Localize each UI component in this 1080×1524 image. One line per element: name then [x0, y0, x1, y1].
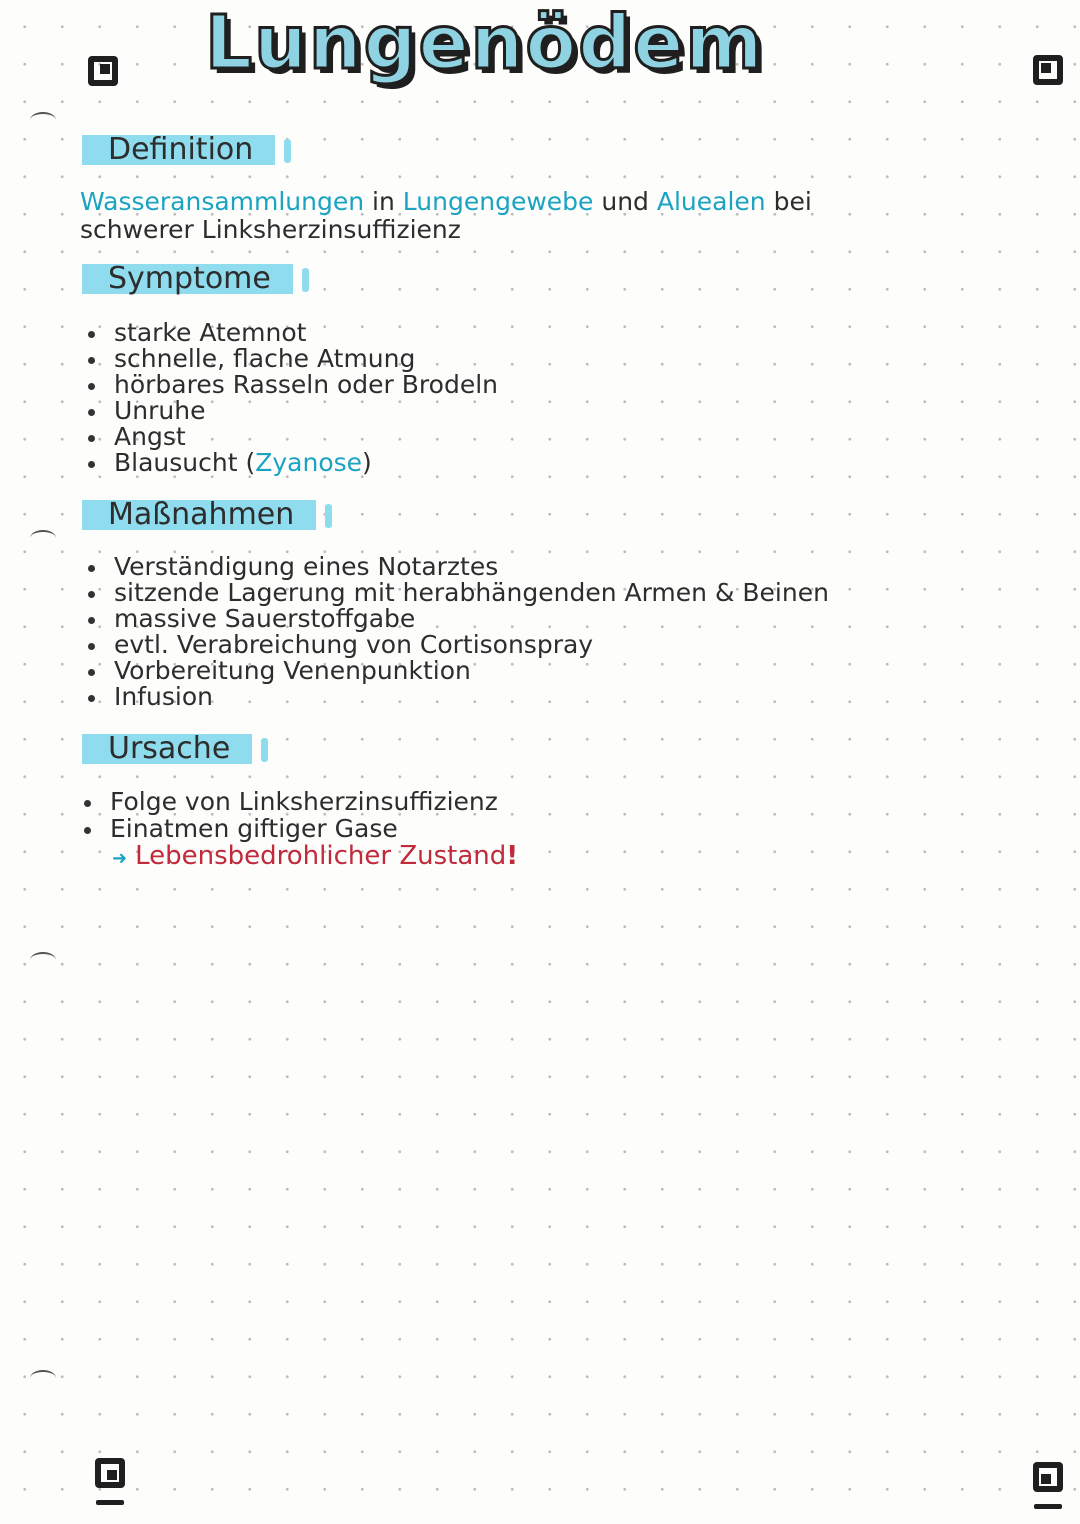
symptoms-list [84, 320, 498, 476]
definition-term-water: Wasseransammlungen [80, 187, 365, 216]
definition-connector-bei: bei [765, 187, 812, 216]
corner-bar-bottom-right-icon [1034, 1504, 1062, 1509]
list-item: sitzende Lagerung mit herabhängenden Armen & Beinen [84, 580, 829, 606]
list-item: hörbares Rasseln oder Brodeln [84, 372, 498, 398]
punch-hole-icon [30, 112, 56, 128]
symptom-cyanosis-label: Blausucht [114, 448, 246, 477]
corner-mark-bottom-right-icon [1033, 1462, 1063, 1492]
definition-connector-and: und [593, 187, 657, 216]
causes-list [80, 788, 498, 842]
list-item: Infusion [84, 684, 829, 710]
corner-mark-bottom-left-icon [95, 1458, 125, 1488]
arrow-right-icon: ➜ [112, 848, 128, 869]
punch-hole-icon [30, 952, 56, 968]
definition-connector-in: in [364, 187, 403, 216]
list-item [84, 450, 498, 476]
corner-mark-top-left-icon [88, 56, 118, 86]
paren-open: ( [245, 448, 256, 477]
heading-measures: Maßnahmen [82, 500, 316, 530]
list-item: massive Sauerstoffgabe [84, 606, 829, 632]
definition-term-alveoli: Aluealen [656, 187, 766, 216]
list-item: Verständigung eines Notarztes [84, 554, 829, 580]
heading-causes: Ursache [82, 734, 252, 764]
list-item: Einatmen giftiger Gase [80, 815, 498, 842]
punch-hole-icon [30, 1370, 56, 1386]
corner-bar-bottom-left-icon [96, 1500, 124, 1505]
exclamation-icon: ! [506, 841, 519, 871]
definition-term-lung-tissue: Lungengewebe [402, 187, 594, 216]
conclusion-line [112, 842, 518, 873]
measures-list [84, 554, 829, 710]
paren-close: ) [362, 448, 372, 477]
punch-hole-icon [30, 530, 56, 546]
list-item: Vorbereitung Venenpunktion [84, 658, 829, 684]
heading-definition: Definition [82, 135, 275, 165]
heading-symptoms: Symptome [82, 264, 293, 294]
corner-mark-top-right-icon [1033, 55, 1063, 85]
list-item: Angst [84, 424, 498, 450]
definition-line-1 [80, 188, 812, 216]
list-item: Unruhe [84, 398, 498, 424]
list-item: evtl. Verabreichung von Cortisonspray [84, 632, 829, 658]
list-item: Folge von Linksherzinsuffizienz [80, 788, 498, 815]
symptom-cyanosis-term: Zyanose [255, 448, 363, 477]
list-item: schnelle, flache Atmung [84, 346, 498, 372]
list-item: starke Atemnot [84, 320, 498, 346]
definition-line-2: schwerer Linksherzinsuffizienz [80, 215, 461, 244]
page-title: Lungenödem [205, 0, 765, 86]
conclusion-text: Lebensbedrohlicher Zustand [135, 841, 507, 871]
